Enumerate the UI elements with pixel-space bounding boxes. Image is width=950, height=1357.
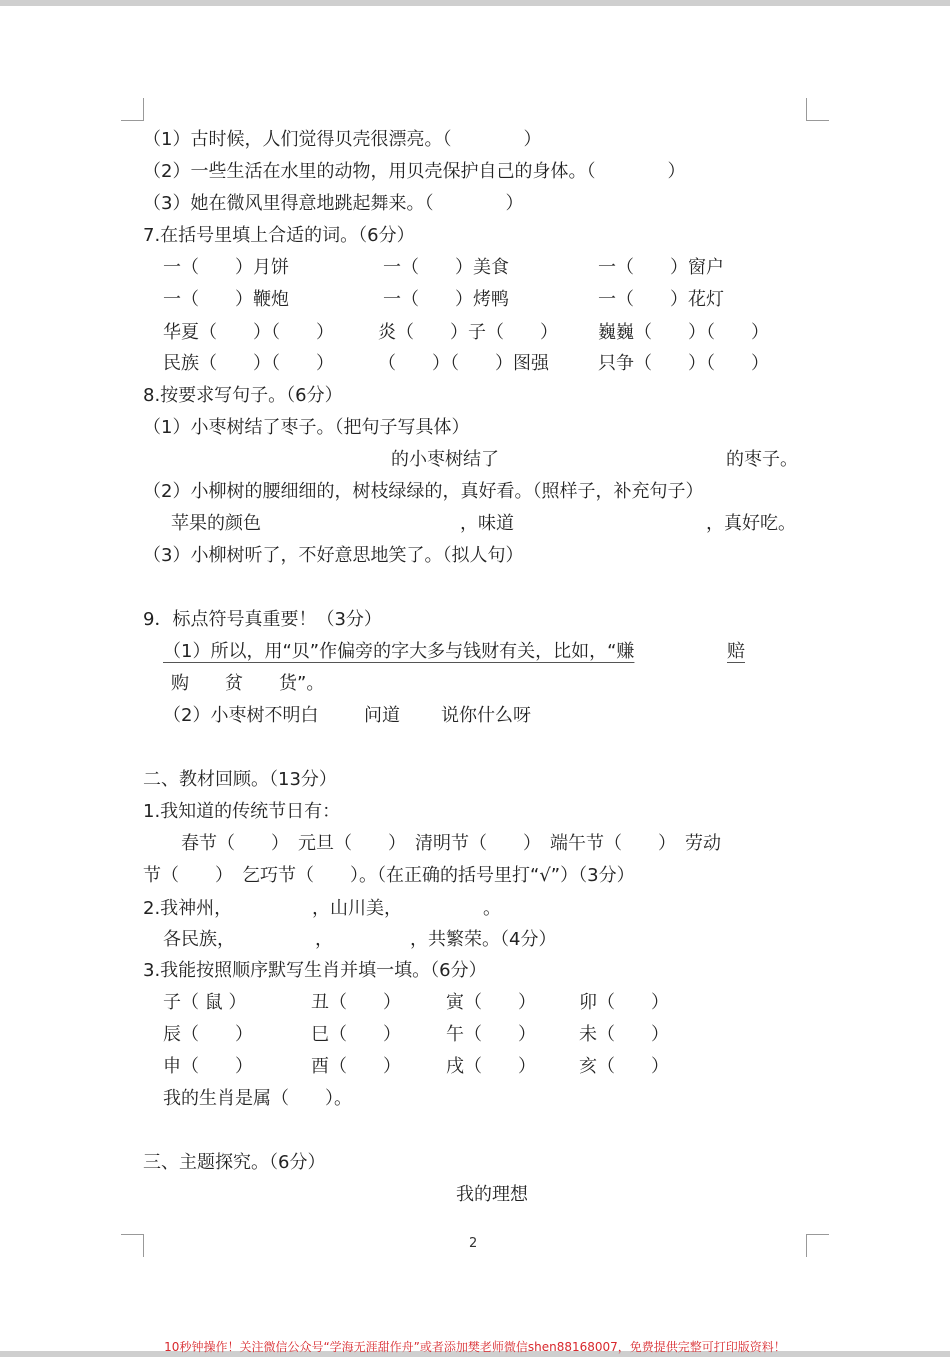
section-3-title: 三、主题探究。（6分） [143,1152,326,1173]
idiom-fill-3: 巍巍（ ）（ ） [598,322,769,343]
zodiac-10: 酉（ ） [311,1056,401,1077]
review-2-line-2-c: ，共繁荣。（4分） [410,929,557,950]
crop-mark-bottom-right [806,1234,829,1257]
punctuation-1-word: 赔 [727,641,745,662]
punctuation-2-mid: 问道 [364,705,400,726]
review-2-line-1-b: ，山川美， [312,898,402,919]
footer-promo-text: 10秒钟操作！关注微信公众号“学海无涯甜作舟”或者添加樊老师微信shen88168007，免费提供完整可打印版资料！ [164,1340,786,1354]
review-3-prompt: 3.我能按照顺序默写生肖并填一填。（6分） [143,960,487,981]
zodiac-3: 寅（ ） [446,992,536,1013]
word-fill-3: 一（ ）窗户 [598,257,724,278]
word-fill-2: 一（ ）美食 [383,257,509,278]
crop-mark-bottom-left [121,1234,144,1257]
rewrite-2-part-b: ，味道 [460,513,514,534]
sentence-2: （2）一些生活在水里的动物，用贝壳保护自己的身体。（ ） [143,161,686,182]
review-1-prompt: 1.我知道的传统节日有： [143,801,341,822]
rewrite-1-prompt: （1）小枣树结了枣子。（把句子写具体） [143,417,470,438]
punctuation-2-end: 说你什么呀 [441,705,531,726]
zodiac-8: 未（ ） [579,1024,669,1045]
rewrite-1-part-a: 的小枣树结了 [391,449,499,470]
idiom-fill-2: 炎（ ）子（ ） [378,322,558,343]
zodiac-11: 戌（ ） [446,1056,536,1077]
festival-choices-2: 节（ ） 乞巧节（ ）。（在正确的括号里打“√”）（3分） [143,865,635,886]
rewrite-1-part-b: 的枣子。 [726,449,798,470]
sentence-1: （1）古时候，人们觉得贝壳很漂亮。（ ） [143,129,542,150]
zodiac-4: 卯（ ） [579,992,669,1013]
rewrite-2-part-a: 苹果的颜色 [171,513,261,534]
rewrite-2-prompt: （2）小柳树的腰细细的，树枝绿绿的，真好看。（照样子，补充句子） [143,481,704,502]
zodiac-5: 辰（ ） [163,1024,253,1045]
section-2-title: 二、教材回顾。（13分） [143,769,337,790]
review-2-line-1-c: 。 [483,898,501,919]
rewrite-2-part-c: ，真好吃。 [706,513,796,534]
sentence-3: （3）她在微风里得意地跳起舞来。（ ） [143,193,524,214]
zodiac-1: 子（ 鼠 ） [163,992,247,1013]
zodiac-7: 午（ ） [446,1024,536,1045]
my-zodiac-line: 我的生肖是属（ ）。 [163,1088,352,1109]
word-fill-1: 一（ ）月饼 [163,257,289,278]
question-7-title: 7.在括号里填上合适的词。（6分） [143,225,415,246]
question-9-title: 9．标点符号真重要！（3分） [143,609,382,630]
idiom-fill-6: 只争（ ）（ ） [598,353,769,374]
review-2-line-1-a: 2.我神州， [143,898,233,919]
crop-mark-top-right [806,98,829,121]
review-2-line-2-b: ， [315,929,333,950]
word-fill-6: 一（ ）花灯 [598,289,724,310]
punctuation-1: （1）所以，用“贝”作偏旁的字大多与钱财有关，比如，“赚 [163,641,635,662]
idiom-fill-4: 民族（ ）（ ） [163,353,334,374]
top-border [0,0,950,6]
punctuation-2: （2）小枣树不明白 [163,705,319,726]
zodiac-6: 巳（ ） [311,1024,401,1045]
word-fill-4: 一（ ）鞭炮 [163,289,289,310]
zodiac-9: 申（ ） [163,1056,253,1077]
zodiac-2: 丑（ ） [311,992,401,1013]
question-8-title: 8.按要求写句子。（6分） [143,385,343,406]
idiom-fill-5: （ ）（ ）图强 [378,353,549,374]
review-2-line-2-a: 各民族， [163,929,235,950]
crop-mark-top-left [121,98,144,121]
essay-title: 我的理想 [456,1184,528,1205]
word-fill-5: 一（ ）烤鸭 [383,289,509,310]
page-number: 2 [469,1236,478,1251]
zodiac-12: 亥（ ） [579,1056,669,1077]
festival-choices-1: 春节（ ） 元旦（ ） 清明节（ ） 端午节（ ） 劳动 [181,833,721,854]
rewrite-3-prompt: （3）小柳树听了，不好意思地笑了。（拟人句） [143,545,524,566]
idiom-fill-1: 华夏（ ）（ ） [163,322,334,343]
punctuation-1-cont: 购 贫 货”。 [171,673,325,694]
